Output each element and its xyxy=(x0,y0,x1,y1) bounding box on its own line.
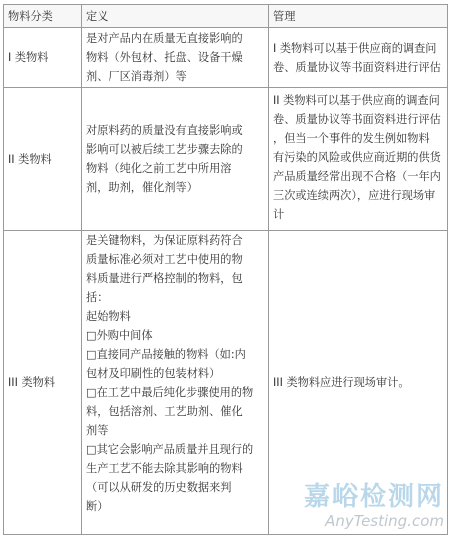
definition-line: 起始物料 xyxy=(86,310,131,323)
definition-line: 质量标准必须对工艺中使用的物 xyxy=(86,253,243,266)
management-cell xyxy=(269,88,448,231)
category-cell: I 类物料 xyxy=(4,28,82,88)
material-classification-table xyxy=(3,4,448,535)
definition-line: 对原料药的质量没有直接影响或 xyxy=(86,124,243,137)
table-header-row xyxy=(4,5,448,28)
management-line: 计 xyxy=(273,208,285,221)
definition-line: 物料（纯化之前工艺中所用溶 xyxy=(86,162,232,175)
management-line: 卷、质量协议等书面资料进行评估 xyxy=(273,113,441,126)
category-cell: III 类物料 xyxy=(4,231,82,535)
definition-line: 是关键物料，为保证原料药符合 xyxy=(86,234,243,247)
definition-line: 剂、厂区消毒剂）等 xyxy=(86,70,187,83)
definition-line: 料质量进行严格控制的物料，包 xyxy=(86,272,243,285)
definition-line: 生产工艺不能去除其影响的物料 xyxy=(86,462,243,475)
watermark-brand-cn: 嘉峪检测网 xyxy=(303,482,444,512)
definition-line: 剂，助剂，催化剂等） xyxy=(86,181,198,194)
definition-cell xyxy=(82,231,269,535)
definition-line: 影响可以被后续工艺步骤去除的 xyxy=(86,143,243,156)
management-line: ，但当一个事件的发生例如物料 xyxy=(273,132,430,145)
management-line: 产品质量经常出现不合格（一年内 xyxy=(273,170,441,183)
definition-line: 是对产品内在质量无直接影响的 xyxy=(86,32,243,45)
category-cell: II 类物料 xyxy=(4,88,82,231)
definition-line: 物料（外包材、托盘、设备干燥 xyxy=(86,51,243,64)
header-definition: 定义 xyxy=(82,5,269,28)
management-line: 卷、质量协议等书面资料进行评估 xyxy=(273,60,441,74)
definition-line: □在工艺中最后纯化步骤使用的物 xyxy=(86,386,254,399)
management-line: 有污染的风险或供应商近期的供货 xyxy=(273,151,441,164)
management-cell xyxy=(269,231,448,535)
definition-line: □外购中间体 xyxy=(86,329,153,342)
header-category: 物料分类 xyxy=(4,5,82,28)
table-row-class-2 xyxy=(4,88,448,231)
definition-line: 料，包括溶剂、工艺助剂、催化 xyxy=(86,405,243,418)
management-line: III 类物料应进行现场审计。 xyxy=(273,376,410,389)
management-line: 三次或连续两次），应进行现场审 xyxy=(273,189,436,202)
definition-line: 包材及印刷性的包装材料） xyxy=(86,367,221,380)
table-row-class-3 xyxy=(4,231,448,535)
management-line: I 类物料可以基于供应商的调查问 xyxy=(273,41,437,55)
definition-line: 剂等 xyxy=(86,424,109,437)
definition-line: 断） xyxy=(86,500,109,513)
header-management: 管理 xyxy=(269,5,448,28)
table-row-class-1 xyxy=(4,28,448,88)
definition-line: 括： xyxy=(86,291,109,304)
definition-cell xyxy=(82,88,269,231)
definition-line: （可以从研发的历史数据来判 xyxy=(86,481,232,494)
definition-line: □其它会影响产品质量并且现行的 xyxy=(86,443,254,456)
management-line: II 类物料可以基于供应商的调查问 xyxy=(273,94,440,107)
watermark-brand-en: AnyTesting.com xyxy=(325,512,444,530)
definition-cell xyxy=(82,28,269,88)
definition-line: □直接同产品接触的物料（如:内 xyxy=(86,348,246,361)
management-cell xyxy=(269,28,448,88)
